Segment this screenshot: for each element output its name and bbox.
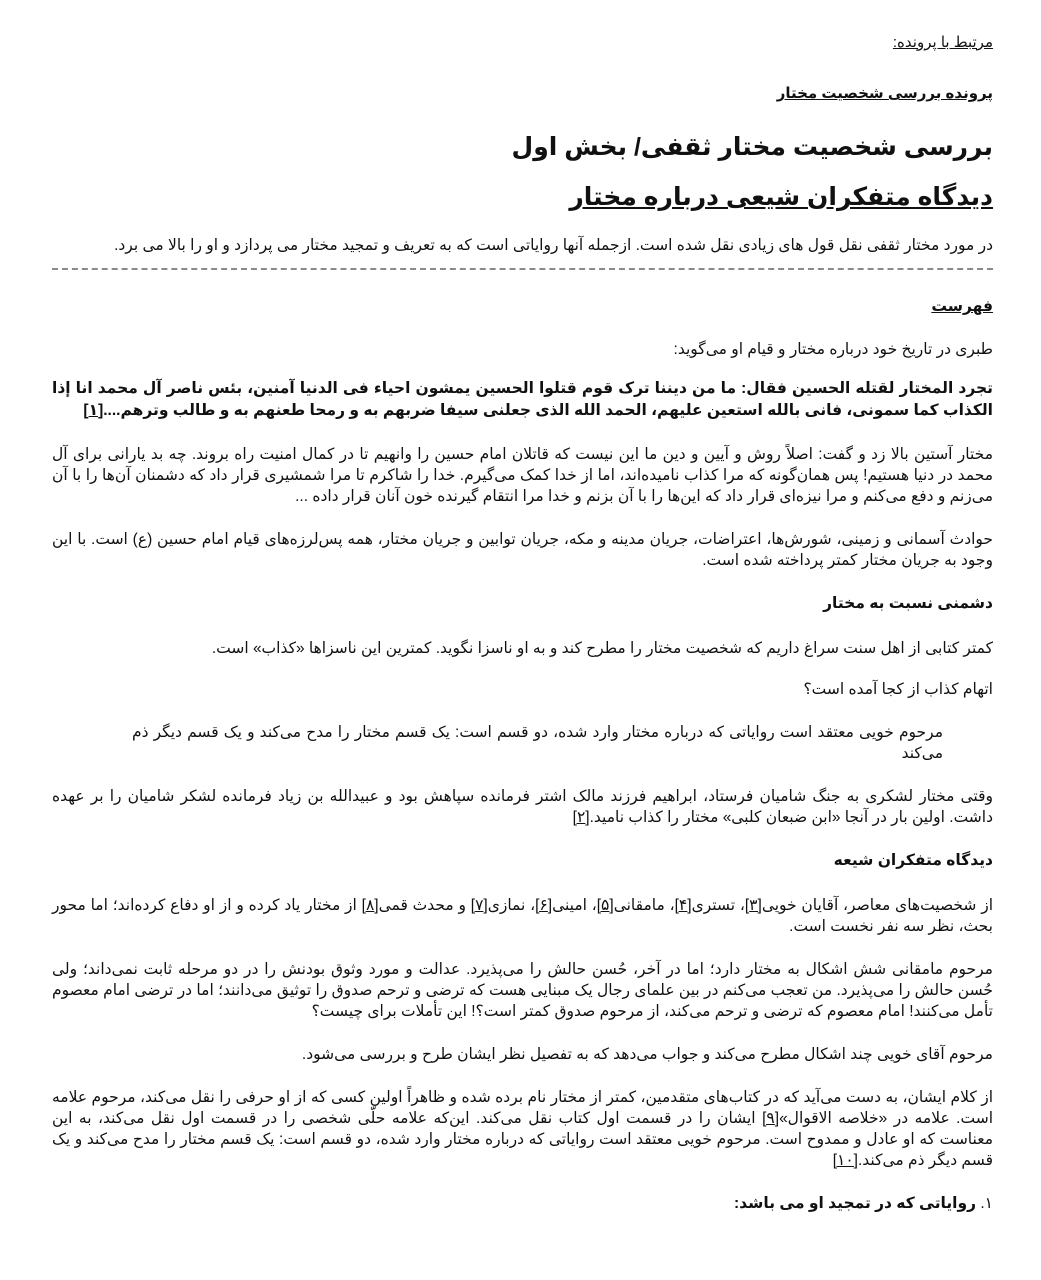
dashed-divider xyxy=(52,268,993,270)
text-segment: از کلام ایشان، به دست می‌آید که در کتاب‌های متقدمین، کمتر از مختار نام برده شده و ظاهراً اولین کسی که از او حرفی را نقل می‌کند، مرحوم علامه است. علامه در «خلاصه الاقوال» xyxy=(52,1089,993,1127)
related-file-link[interactable]: مرتبط با پرونده: xyxy=(892,34,993,51)
accusation-question: اتهام کذاب از کجا آمده است؟ xyxy=(803,681,993,698)
footnote-ref-5[interactable]: [۵] xyxy=(596,897,614,914)
intro-paragraph: در مورد مختار ثقفی نقل قول های زیادی نقل شده است. ازجمله آنها روایاتی است که به تعریف و تمجید مختار می پردازد و او را بالا می برد. xyxy=(114,237,993,254)
his-words-paragraph xyxy=(52,1087,993,1171)
battle-paragraph xyxy=(52,786,993,828)
toc-heading[interactable]: فهرست xyxy=(931,298,993,315)
contemporaries-paragraph xyxy=(52,895,993,937)
mamaqani-paragraph: مرحوم مامقانی شش اشکال به مختار دارد؛ اما در آخر، حُسن حالش را می‌پذیرد. عدالت و مورد وثوق بودنش را در دو مرحله ثابت نمی‌داند؛ ولی حُسن حالش را می‌پذیرد. من تعجب می‌کنم در بین علمای رجال یک مبنایی هست که ترضی و ترحم صدوق را توثیق می‌دانند؛ اما در ترضی امام معصوم تأمل می‌کنند! امام معصوم که ترضی و ترحم می‌کند، از مرحوم صدوق کمتر است؟! این تأملات برای چیست؟ xyxy=(52,961,993,1020)
footnote-ref-2[interactable]: [۲] xyxy=(572,809,590,826)
enmity-paragraph: کمتر کتابی از اهل سنت سراغ داریم که شخصیت مختار را مطرح کند و به او ناسزا نگوید. کمترین این ناسزاها «کذاب» است. xyxy=(211,640,993,657)
events-paragraph: حوادث آسمانی و زمینی، شورش‌ها، اعتراضات، جریان مدینه و مکه، جریان توابین و جریان مختار، همه پس‌لرزه‌های قیام امام حسین (ع) است. با این وجود به جریان مختار کمتر پرداخته شده است. xyxy=(52,531,993,569)
enmity-heading: دشمنی نسبت به مختار xyxy=(823,595,993,612)
main-title: بررسی شخصیت مختار ثقفی/ بخش اول xyxy=(511,133,993,161)
subtitle: دیدگاه متفکران شیعی درباره مختار xyxy=(569,183,993,211)
arabic-quote xyxy=(52,378,993,422)
shia-thinkers-heading: دیدگاه متفکران شیعه xyxy=(833,852,993,869)
text-segment: ، تستری xyxy=(691,897,745,914)
footnote-ref-3[interactable]: [۳] xyxy=(744,897,762,914)
footnote-ref-6[interactable]: [۶] xyxy=(535,897,553,914)
text-segment: و محدث قمی xyxy=(378,897,471,914)
footnote-ref-4[interactable]: [۴] xyxy=(674,897,692,914)
translation-paragraph: مختار آستین بالا زد و گفت: اصلاً روش و آیین و دین ما این نیست که قاتلان امام حسین را وانهیم تا در کمال امنیت راه بروند. چه بد یارانی برای آل محمد در دنیا هستیم! پس همان‌گونه که مرا کذاب نامیده‌اند، اما از خدا کمک می‌گیرم. خدا را شاکرم تا مرا شمشیری قرار داد که دشمنان آن‌ها را با آن می‌زنم و دفع می‌کنم و مرا نیزه‌ای قرار داد که این‌ها را با آن بزنم و خدا مرا انتقام گیرنده خون آنان قرار داده ... xyxy=(52,446,993,505)
list-number: ۱. xyxy=(976,1195,993,1212)
tabari-intro: طبری در تاریخ خود درباره مختار و قیام او می‌گوید: xyxy=(673,341,993,358)
battle-text: وقتی مختار لشکری به جنگ شامیان فرستاد، ابراهیم فرزند مالک اشتر فرمانده سپاهش بود و عبیدالله بن زیاد فرمانده لشکر شامیان را بر عهده داشت. اولین بار در آنجا «ابن ضبعان کلبی» مختار را کذاب نامید. xyxy=(52,788,993,826)
text-segment: ، مامقانی xyxy=(613,897,675,914)
footnote-ref-9[interactable]: [۹] xyxy=(762,1110,780,1127)
text-segment: از شخصیت‌های معاصر، آقایان خویی xyxy=(761,897,993,914)
text-segment: ، امینی xyxy=(552,897,597,914)
khoei-objections-paragraph: مرحوم آقای خویی چند اشکال مطرح می‌کند و جواب می‌دهد که به تفصیل نظر ایشان طرح و بررسی می‌شود. xyxy=(301,1046,993,1063)
text-segment: ، نمازی xyxy=(487,897,536,914)
footnote-ref-1[interactable]: [۱] xyxy=(83,402,104,419)
praise-narrations-heading xyxy=(52,1193,993,1214)
footnote-ref-8[interactable]: [۸] xyxy=(361,897,379,914)
khoei-quote: مرحوم خویی معتقد است روایاتی که درباره مختار وارد شده، دو قسم است: یک قسم مختار را مدح می‌کند و یک قسم دیگر ذم می‌کند xyxy=(132,724,943,762)
praise-heading-text: روایاتی که در تمجید او می باشد: xyxy=(734,1195,977,1212)
text-segment: از مختار یاد کرده و از او دفاع کرده‌اند؛ اما محور بحث، نظر سه نفر نخست است. xyxy=(52,897,993,935)
text-segment: ایشان را در قسمت اول کتاب نقل می‌کند. این‌که علامه حلّی شخصی را در قسمت اول نقل می‌کند، به این معناست که او عادل و ممدوح است. مرحوم خویی معتقد است روایاتی که درباره مختار وارد شده، دو قسم است: یک قسم مختار را مدح می‌کند و یک قسم دیگر ذم می‌کند. xyxy=(52,1110,993,1169)
footnote-ref-7[interactable]: [۷] xyxy=(470,897,488,914)
arabic-quote-text: تجرد المختار لقتله الحسین فقال: ما من دیننا ترک قوم قتلوا الحسین یمشون احیاء فی الدنیا آمنین، بئس ناصر آل محمد انا إذا الکذاب کما سمونی، فانی بالله استعین علیهم، الحمد الله الذی جعلنی سیفا ضربهم به و رمحا طعنهم به و طالب وترهم.... xyxy=(52,380,993,419)
file-title-link[interactable]: پرونده بررسی شخصیت مختار xyxy=(776,85,993,102)
footnote-ref-10[interactable]: [۱۰] xyxy=(832,1152,858,1169)
